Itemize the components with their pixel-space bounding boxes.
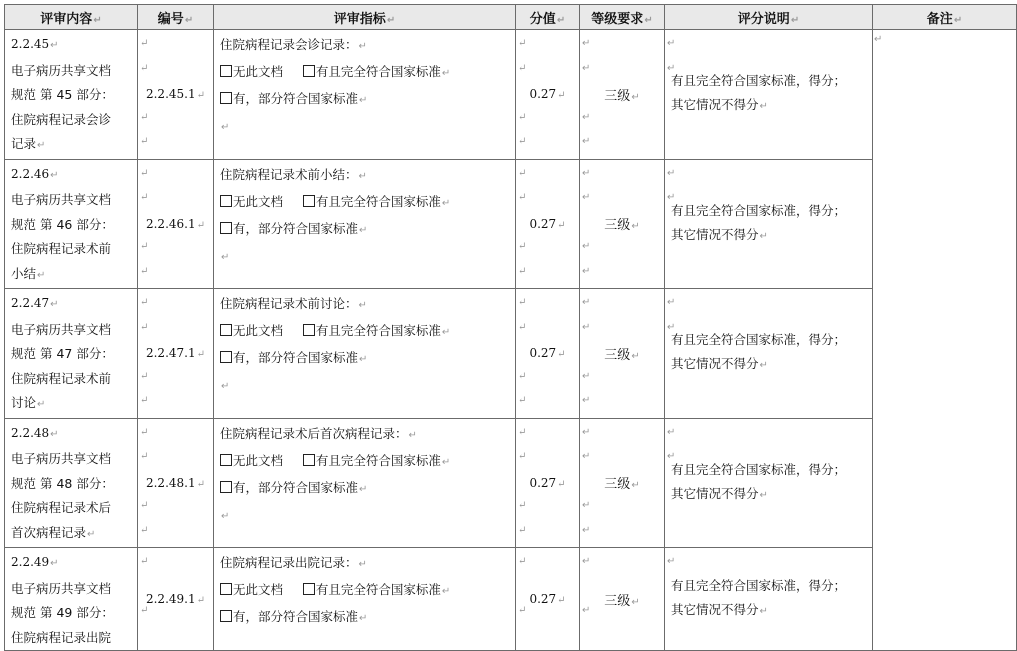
table-row <box>5 159 1017 289</box>
table-row <box>5 289 1017 419</box>
table-row <box>5 30 1017 160</box>
content-cell: 2.2.47↵ 电子病历共享文档 规范 第 47 部分： 住院病程记录术前 讨论↵ <box>5 289 138 419</box>
checkbox-icon <box>220 324 232 336</box>
score-cell: ↵ ↵ ↵ ↵ 0.27↵ <box>516 30 580 160</box>
checkbox-icon <box>220 610 232 622</box>
checkbox-icon <box>303 454 315 466</box>
checkbox-icon <box>220 195 232 207</box>
checkbox-icon <box>220 454 232 466</box>
grade-cell: ↵ ↵ ↵ ↵ 三级↵ <box>580 289 665 419</box>
checkbox-icon <box>303 583 315 595</box>
grade-cell: ↵ ↵ ↵ ↵ 三级↵ <box>580 159 665 289</box>
content-cell: 2.2.45↵ 电子病历共享文档 规范 第 45 部分： 住院病程记录会诊 记录↵ <box>5 30 138 160</box>
checkbox-icon <box>220 481 232 493</box>
indicator-cell: 住院病程记录术后首次病程记录：↵ 无此文档 有且完全符合国家标准↵ 有，部分符合国家标准↵ ↵ <box>214 418 516 548</box>
score-cell: ↵ ↵ ↵ ↵ 0.27↵ <box>516 159 580 289</box>
header-indicator: 评审指标↵ <box>214 5 516 30</box>
number-cell: ↵ ↵ ↵ ↵ 2.2.47.1↵ <box>138 289 214 419</box>
number-cell: ↵ ↵ ↵ ↵ 2.2.48.1↵ <box>138 418 214 548</box>
checkbox-icon <box>220 92 232 104</box>
header-grade: 等级要求↵ <box>580 5 665 30</box>
indicator-cell: 住院病程记录会诊记录：↵ 无此文档 有且完全符合国家标准↵ 有，部分符合国家标准↵ ↵ <box>214 30 516 160</box>
table-row <box>5 548 1017 651</box>
header-content: 评审内容↵ <box>5 5 138 30</box>
description-cell: ↵ ↵ 有且完全符合国家标准，得分； 其它情况不得分↵ <box>665 418 873 548</box>
score-cell: ↵ ↵ ↵ ↵ 0.27↵ <box>516 418 580 548</box>
score-cell: ↵ ↵ ↵ ↵ 0.27↵ <box>516 289 580 419</box>
grade-cell: ↵ ↵ 三级↵ <box>580 548 665 651</box>
checkbox-icon <box>303 195 315 207</box>
indicator-cell: 住院病程记录术前小结：↵ 无此文档 有且完全符合国家标准↵ 有，部分符合国家标准↵ ↵ <box>214 159 516 289</box>
table-row <box>5 418 1017 548</box>
description-cell: ↵ ↵ 有且完全符合国家标准，得分； 其它情况不得分↵ <box>665 289 873 419</box>
checkbox-icon <box>220 222 232 234</box>
evaluation-table <box>4 4 1017 651</box>
header-description: 评分说明↵ <box>665 5 873 30</box>
content-cell: 2.2.49↵ 电子病历共享文档 规范 第 49 部分： 住院病程记录出院 <box>5 548 138 651</box>
grade-cell: ↵ ↵ ↵ ↵ 三级↵ <box>580 30 665 160</box>
score-cell: ↵ ↵ 0.27↵ <box>516 548 580 651</box>
checkbox-icon <box>220 65 232 77</box>
indicator-cell: 住院病程记录术前讨论：↵ 无此文档 有且完全符合国家标准↵ 有，部分符合国家标准↵ ↵ <box>214 289 516 419</box>
content-cell: 2.2.46↵ 电子病历共享文档 规范 第 46 部分： 住院病程记录术前 小结↵ <box>5 159 138 289</box>
grade-cell: ↵ ↵ ↵ ↵ 三级↵ <box>580 418 665 548</box>
checkbox-icon <box>303 324 315 336</box>
indicator-cell: 住院病程记录出院记录：↵ 无此文档 有且完全符合国家标准↵ 有，部分符合国家标准↵ <box>214 548 516 651</box>
number-cell: ↵ ↵ ↵ ↵ 2.2.45.1↵ <box>138 30 214 160</box>
header-row <box>5 5 1017 30</box>
number-cell: ↵ ↵ 2.2.49.1↵ <box>138 548 214 651</box>
header-score: 分值↵ <box>516 5 580 30</box>
description-cell: ↵ 有且完全符合国家标准，得分； 其它情况不得分↵ <box>665 548 873 651</box>
remarks-cell: ↵ <box>873 30 1017 651</box>
content-cell: 2.2.48↵ 电子病历共享文档 规范 第 48 部分： 住院病程记录术后 首次病程记录↵ <box>5 418 138 548</box>
header-remarks: 备注↵ <box>873 5 1017 30</box>
description-cell: ↵ ↵ 有且完全符合国家标准，得分； 其它情况不得分↵ <box>665 30 873 160</box>
checkbox-icon <box>303 65 315 77</box>
description-cell: ↵ ↵ 有且完全符合国家标准，得分； 其它情况不得分↵ <box>665 159 873 289</box>
number-cell: ↵ ↵ ↵ ↵ 2.2.46.1↵ <box>138 159 214 289</box>
header-number: 编号↵ <box>138 5 214 30</box>
checkbox-icon <box>220 351 232 363</box>
checkbox-icon <box>220 583 232 595</box>
